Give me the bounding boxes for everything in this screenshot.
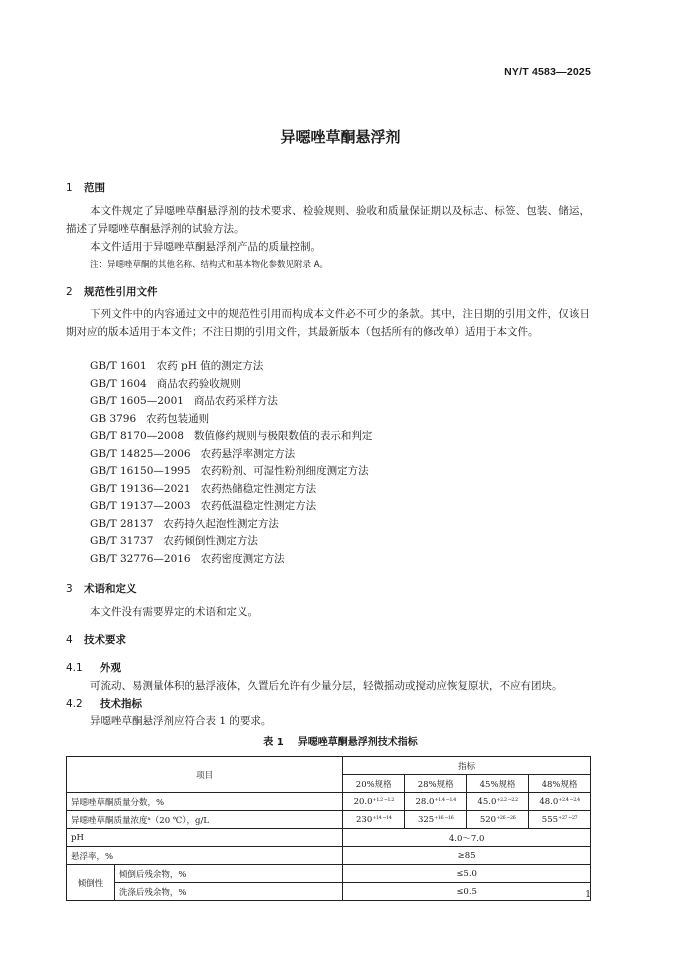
reference-item [90, 551, 372, 569]
reference-name: 农药倾倒性测定方法 [163, 535, 258, 547]
spec-20: 20%规格 [343, 775, 405, 793]
table-caption [0, 733, 681, 748]
reference-name: 商品农药采样方法 [193, 395, 278, 407]
table-row [67, 829, 591, 847]
reference-name: 农药低温稳定性测定方法 [200, 500, 317, 512]
section-2-paragraph-1: 下列文件中的内容通过文中的规范性引用而构成本文件必不可少的条款。其中，注日期的引用文件，仅该日期对应的版本适用于本文件；不注日期的引用文件，其最新版本（包括所有的修改单）适用于本文件。 [66, 308, 590, 338]
cell-value: $28.0^{+1.4 -1.4}$ [405, 793, 467, 811]
header-item: 项目 [67, 757, 343, 793]
document-title: 异噁唑草酮悬浮剂 [280, 128, 401, 146]
reference-code: GB/T 28137 [90, 517, 154, 530]
reference-name: 农药密度测定方法 [200, 552, 285, 565]
reference-name: 农药 pH 值的测定方法 [156, 360, 264, 372]
row-label: pH [67, 829, 343, 847]
spec-45: 45%规格 [467, 775, 529, 793]
section-4-1-heading [66, 660, 121, 675]
reference-name: 农药悬浮率测定方法 [200, 447, 296, 460]
reference-code: GB/T 16150—1995 [90, 465, 191, 477]
reference-code: GB/T 19137—2003 [90, 500, 191, 512]
reference-code: GB/T 1605—2001 [90, 395, 184, 407]
row-label: 异噁唑草酮质量浓度ᵃ（20 ℃），g/L [67, 811, 343, 829]
reference-code: GB/T 1601 [90, 360, 147, 372]
reference-item [90, 533, 372, 551]
table-row [67, 847, 591, 865]
reference-name: 农药热储稳定性测定方法 [200, 482, 317, 495]
cell-value: ≤0.5 [343, 883, 591, 901]
section-2-heading [66, 284, 158, 299]
cell-value: $20.0^{+1.2 -1.2}$ [343, 793, 405, 811]
section-1-note: 注：异噁唑草酮的其他名称、结构式和基本物化参数见附录 A。 [90, 260, 329, 270]
reference-item [90, 376, 372, 394]
reference-code: GB/T 32776—2016 [90, 552, 191, 565]
section-3-heading [66, 581, 137, 596]
section-title: 技术指标 [100, 698, 142, 710]
section-4-heading [66, 632, 126, 647]
cell-value: $325^{+16 -16}$ [405, 811, 467, 829]
row-label: 悬浮率，% [67, 847, 343, 865]
row-label: 洗涤后残余物，% [114, 883, 342, 901]
reference-code: GB/T 31737 [90, 535, 154, 547]
reference-item [90, 411, 372, 429]
reference-item [90, 463, 372, 481]
reference-name: 农药持久起泡性测定方法 [163, 517, 279, 530]
section-1-paragraph-1: 本文件规定了异噁唑草酮悬浮剂的技术要求、检验规则、验收和质量保证期以及标志、标签、包装、储运，描述了异噁唑草酮悬浮剂的试验方法。 [66, 205, 590, 235]
row-label: 倾倒后残余物，% [114, 865, 342, 883]
technical-index-table [66, 756, 591, 901]
section-number: 2 [66, 286, 73, 298]
section-title: 技术要求 [84, 634, 126, 646]
section-number: 4.2 [66, 698, 83, 710]
cell-value: $45.0^{+2.2 -2.2}$ [467, 793, 529, 811]
section-title: 范围 [84, 182, 105, 194]
reference-item [90, 393, 372, 411]
cell-value: $520^{+26 -26}$ [467, 811, 529, 829]
reference-item [90, 446, 372, 464]
table-row [67, 793, 591, 811]
section-number: 1 [66, 182, 73, 194]
section-number: 4 [66, 634, 73, 646]
reference-name: 农药包装通则 [146, 412, 210, 425]
section-title: 外观 [100, 662, 121, 674]
section-number: 3 [66, 583, 73, 595]
page-number: 1 [585, 890, 591, 900]
reference-name: 农药粉剂、可湿性粉剂细度测定方法 [200, 465, 369, 477]
cell-value: ≤5.0 [343, 865, 591, 883]
section-4-2-paragraph: 异噁唑草酮悬浮剂应符合表 1 的要求。 [90, 715, 272, 727]
spec-28: 28%规格 [405, 775, 467, 793]
standard-code: NY/T 4583—2025 [504, 66, 591, 78]
section-4-2-heading [66, 696, 142, 711]
row-group-label: 倾倒性 [67, 865, 115, 901]
cell-value: 4.0～7.0 [343, 829, 591, 847]
section-4-1-paragraph: 可流动、易测量体积的悬浮液体，久置后允许有少量分层，轻微摇动或搅动应恢复原状，不应有团块。 [90, 680, 563, 692]
reference-code: GB/T 19136—2021 [90, 482, 191, 495]
cell-value: $555^{+27 -27}$ [529, 811, 591, 829]
section-title: 规范性引用文件 [84, 286, 158, 298]
reference-code: GB 3796 [90, 412, 137, 425]
reference-code: GB/T 14825—2006 [90, 447, 191, 460]
reference-code: GB/T 1604 [90, 377, 147, 390]
reference-item [90, 481, 372, 499]
cell-value: $48.0^{+2.4 -2.4}$ [529, 793, 591, 811]
reference-item [90, 428, 372, 446]
section-1-paragraph-2: 本文件适用于异噁唑草酮悬浮剂产品的质量控制。 [90, 241, 321, 253]
section-number: 4.1 [66, 662, 83, 674]
reference-item [90, 358, 372, 376]
reference-code: GB/T 8170—2008 [90, 430, 184, 442]
section-1-heading [66, 180, 105, 195]
table-number: 表 1 [263, 737, 284, 748]
cell-value: ≥85 [343, 847, 591, 865]
table-row [67, 883, 591, 901]
cell-value: $230^{+14 -14}$ [343, 811, 405, 829]
table-row [67, 865, 591, 883]
table-header-row [67, 757, 591, 775]
reference-item [90, 498, 372, 516]
section-title: 术语和定义 [84, 583, 137, 595]
normative-references-list [90, 358, 372, 568]
header-index: 指标 [343, 757, 591, 775]
reference-name: 商品农药验收规则 [156, 377, 241, 390]
reference-item [90, 516, 372, 534]
table-title: 异噁唑草酮悬浮剂技术指标 [297, 737, 418, 748]
section-3-paragraph-1: 本文件没有需要界定的术语和定义。 [90, 606, 258, 618]
table-row [67, 811, 591, 829]
spec-48: 48%规格 [529, 775, 591, 793]
reference-name: 数值修约规则与极限数值的表示和判定 [193, 430, 373, 442]
row-label: 异噁唑草酮质量分数，% [67, 793, 343, 811]
